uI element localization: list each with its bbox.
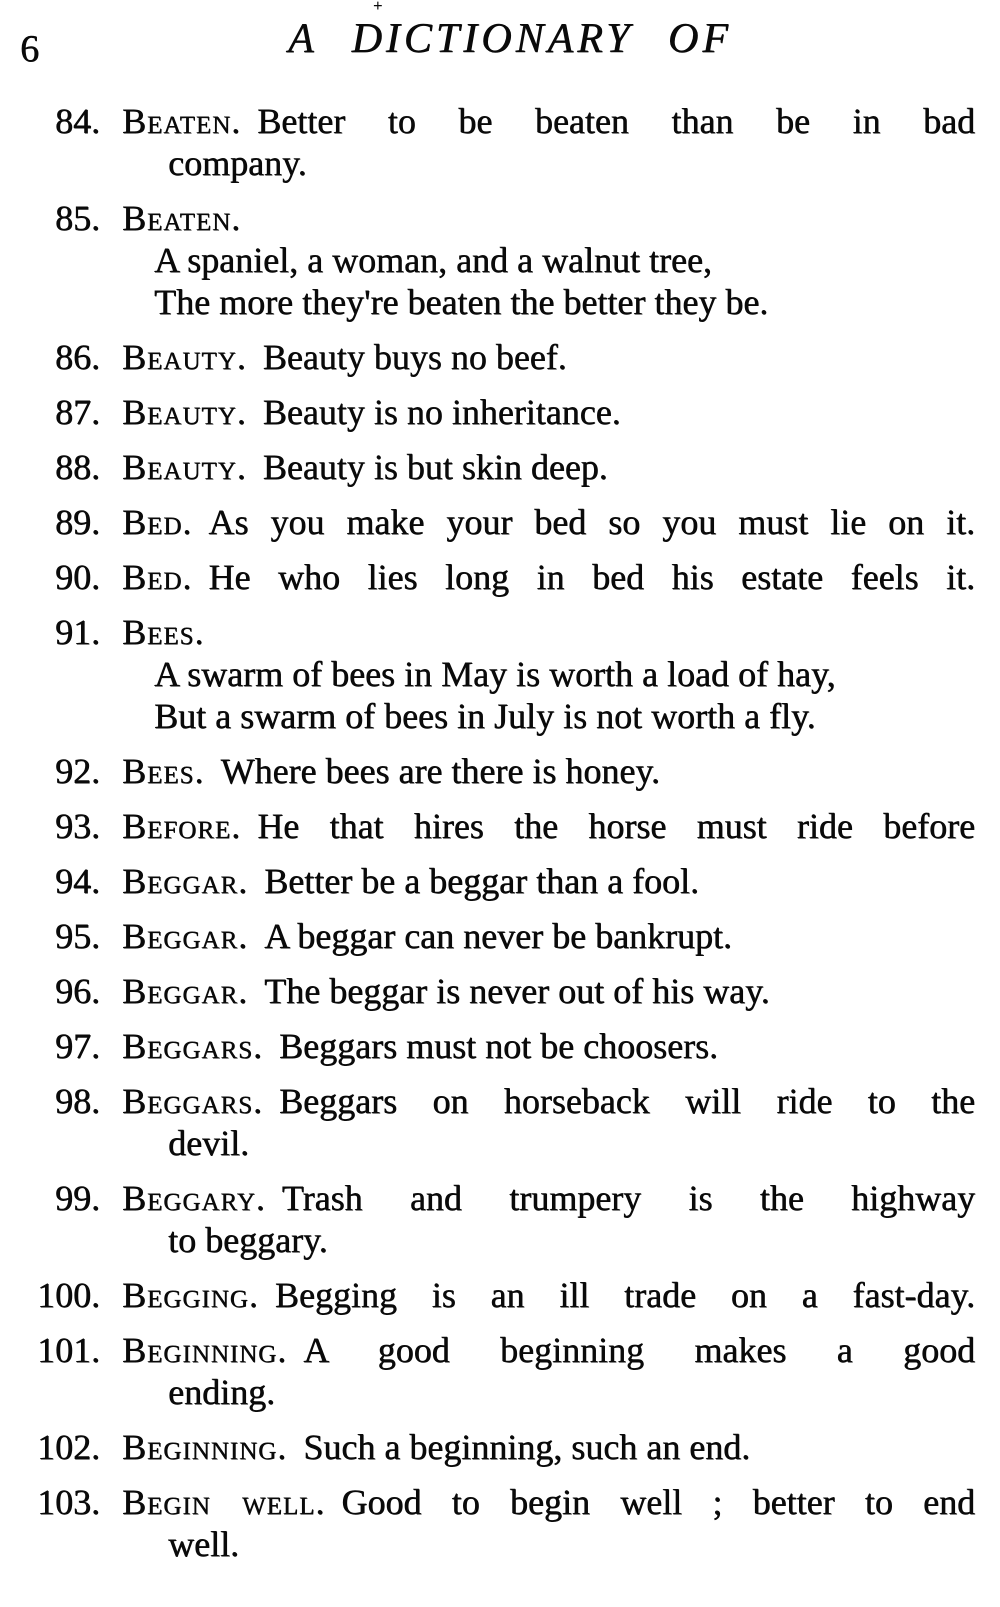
entry-number: 95.: [55, 916, 100, 956]
entry-headword: Beggar.: [122, 916, 249, 956]
proverb-entry: [0, 611, 975, 737]
entry-line: Before. He that hires the horse must ride before: [122, 806, 975, 846]
entry-headword: Begin well.: [122, 1482, 326, 1522]
printers-mark: +: [373, 0, 383, 15]
entry-body: [122, 1177, 975, 1261]
entry-headword: Bees.: [122, 751, 205, 791]
entry-number: 92.: [55, 751, 100, 791]
entry-number: 89.: [55, 502, 100, 542]
entry-headword: Beauty.: [122, 337, 247, 377]
entry-body: [122, 970, 975, 1012]
proverb-entry: [0, 970, 975, 1012]
entry-body: [122, 915, 975, 957]
entry-body: [122, 1426, 975, 1468]
entry-number: 94.: [55, 861, 100, 901]
entry-line: Begging. Begging is an ill trade on a fast-day.: [122, 1275, 975, 1315]
entry-number: 102.: [37, 1427, 100, 1467]
entry-line: But a swarm of bees in July is not worth a fly.: [154, 696, 816, 736]
entry-number: 86.: [55, 337, 100, 377]
entry-line: A swarm of bees in May is worth a load of hay,: [154, 654, 836, 694]
entry-line: Beggar. A beggar can never be bankrupt.: [122, 916, 732, 956]
entry-number: 90.: [55, 557, 100, 597]
proverb-entry: [0, 1329, 975, 1413]
entry-line: devil.: [168, 1123, 249, 1163]
entry-headword: Beginning.: [122, 1427, 288, 1467]
entry-line: Beginning. A good beginning makes a good: [122, 1330, 975, 1370]
entry-line: Bed. As you make your bed so you must lie on it.: [122, 502, 975, 542]
entry-body: [122, 391, 975, 433]
entry-line: A spaniel, a woman, and a walnut tree,: [154, 240, 712, 280]
proverb-entry: [0, 1025, 975, 1067]
entry-number: 84.: [55, 101, 100, 141]
entry-headword: Bed.: [122, 502, 193, 542]
entry-headword: Beauty.: [122, 447, 247, 487]
entry-number: 91.: [55, 612, 100, 652]
proverb-entry: [0, 750, 975, 792]
entry-body: [122, 1025, 975, 1067]
entry-line: Beggar. The beggar is never out of his way.: [122, 971, 770, 1011]
proverb-entry: [0, 501, 975, 543]
proverb-entry: [0, 860, 975, 902]
proverb-entry: [0, 556, 975, 598]
entry-number: 85.: [55, 198, 100, 238]
entry-body: [122, 750, 975, 792]
entry-number: 99.: [55, 1178, 100, 1218]
entry-body: [122, 860, 975, 902]
page-number: 6: [20, 28, 39, 70]
entry-body: [122, 556, 975, 598]
entry-number: 93.: [55, 806, 100, 846]
entry-headword: Beggar.: [122, 861, 249, 901]
entry-headword: Beggar.: [122, 971, 249, 1011]
entry-headword: Bees.: [122, 612, 205, 652]
proverb-entry: [0, 391, 975, 433]
entry-line: [122, 197, 975, 239]
entry-line: The more they're beaten the better they be.: [154, 282, 769, 322]
entry-headword: Beggars.: [122, 1081, 264, 1121]
entry-line: Bed. He who lies long in bed his estate feels it.: [122, 557, 975, 597]
entry-headword: Before.: [122, 806, 242, 846]
proverb-entries-list: [0, 100, 975, 1578]
proverb-entry: [0, 1177, 975, 1261]
entry-number: 97.: [55, 1026, 100, 1066]
proverb-entry: [0, 446, 975, 488]
entry-body: [122, 446, 975, 488]
entry-body: [122, 1274, 975, 1316]
proverb-entry: [0, 1080, 975, 1164]
entry-line: [122, 611, 975, 653]
entry-number: 87.: [55, 392, 100, 432]
entry-number: 101.: [37, 1330, 100, 1370]
entry-line: Begin well. Good to begin well ; better to end: [122, 1482, 975, 1522]
proverb-entry: [0, 915, 975, 957]
entry-line: ending.: [168, 1372, 275, 1412]
entry-body: [122, 1329, 975, 1413]
entry-body: [122, 501, 975, 543]
proverb-entry: [0, 1274, 975, 1316]
entry-headword: Beaten.: [122, 198, 242, 238]
entry-line: Beggar. Better be a beggar than a fool.: [122, 861, 699, 901]
entry-line: Beaten. Better to be beaten than be in bad: [122, 101, 975, 141]
entry-body: [122, 336, 975, 378]
entry-line: Beauty. Beauty is no inheritance.: [122, 392, 621, 432]
entry-number: 96.: [55, 971, 100, 1011]
entry-body: [122, 805, 975, 847]
entry-headword: Beauty.: [122, 392, 247, 432]
entry-number: 103.: [37, 1482, 100, 1522]
entry-number: 88.: [55, 447, 100, 487]
proverb-entry: [0, 805, 975, 847]
proverb-entry: [0, 1481, 975, 1565]
entry-line: to beggary.: [168, 1220, 328, 1260]
entry-line: Beauty. Beauty is but skin deep.: [122, 447, 608, 487]
entry-line: well.: [168, 1524, 239, 1564]
entry-line: Beggars. Beggars on horseback will ride to the: [122, 1081, 975, 1121]
page-header: [0, 18, 1000, 78]
entry-body: [122, 197, 975, 323]
entry-line: Beginning. Such a beginning, such an end.: [122, 1427, 751, 1467]
entry-body: [122, 100, 975, 184]
entry-line: Beggars. Beggars must not be choosers.: [122, 1026, 718, 1066]
proverb-entry: [0, 1426, 975, 1468]
entry-body: [122, 1481, 975, 1565]
entry-number: 100.: [37, 1275, 100, 1315]
proverb-entry: [0, 336, 975, 378]
entry-line: Beggary. Trash and trumpery is the highway: [122, 1178, 975, 1218]
proverb-entry: [0, 100, 975, 184]
entry-headword: Bed.: [122, 557, 193, 597]
entry-headword: Begging.: [122, 1275, 259, 1315]
entry-body: [122, 611, 975, 737]
proverb-entry: [0, 197, 975, 323]
entry-headword: Beggars.: [122, 1026, 264, 1066]
entry-headword: Beaten.: [122, 101, 242, 141]
entry-line: Beauty. Beauty buys no beef.: [122, 337, 567, 377]
entry-line: company.: [168, 143, 307, 183]
running-title: A DICTIONARY OF: [288, 16, 732, 62]
entry-headword: Beggary.: [122, 1178, 266, 1218]
entry-body: [122, 1080, 975, 1164]
entry-headword: Beginning.: [122, 1330, 288, 1370]
entry-line: Bees. Where bees are there is honey.: [122, 751, 660, 791]
entry-number: 98.: [55, 1081, 100, 1121]
